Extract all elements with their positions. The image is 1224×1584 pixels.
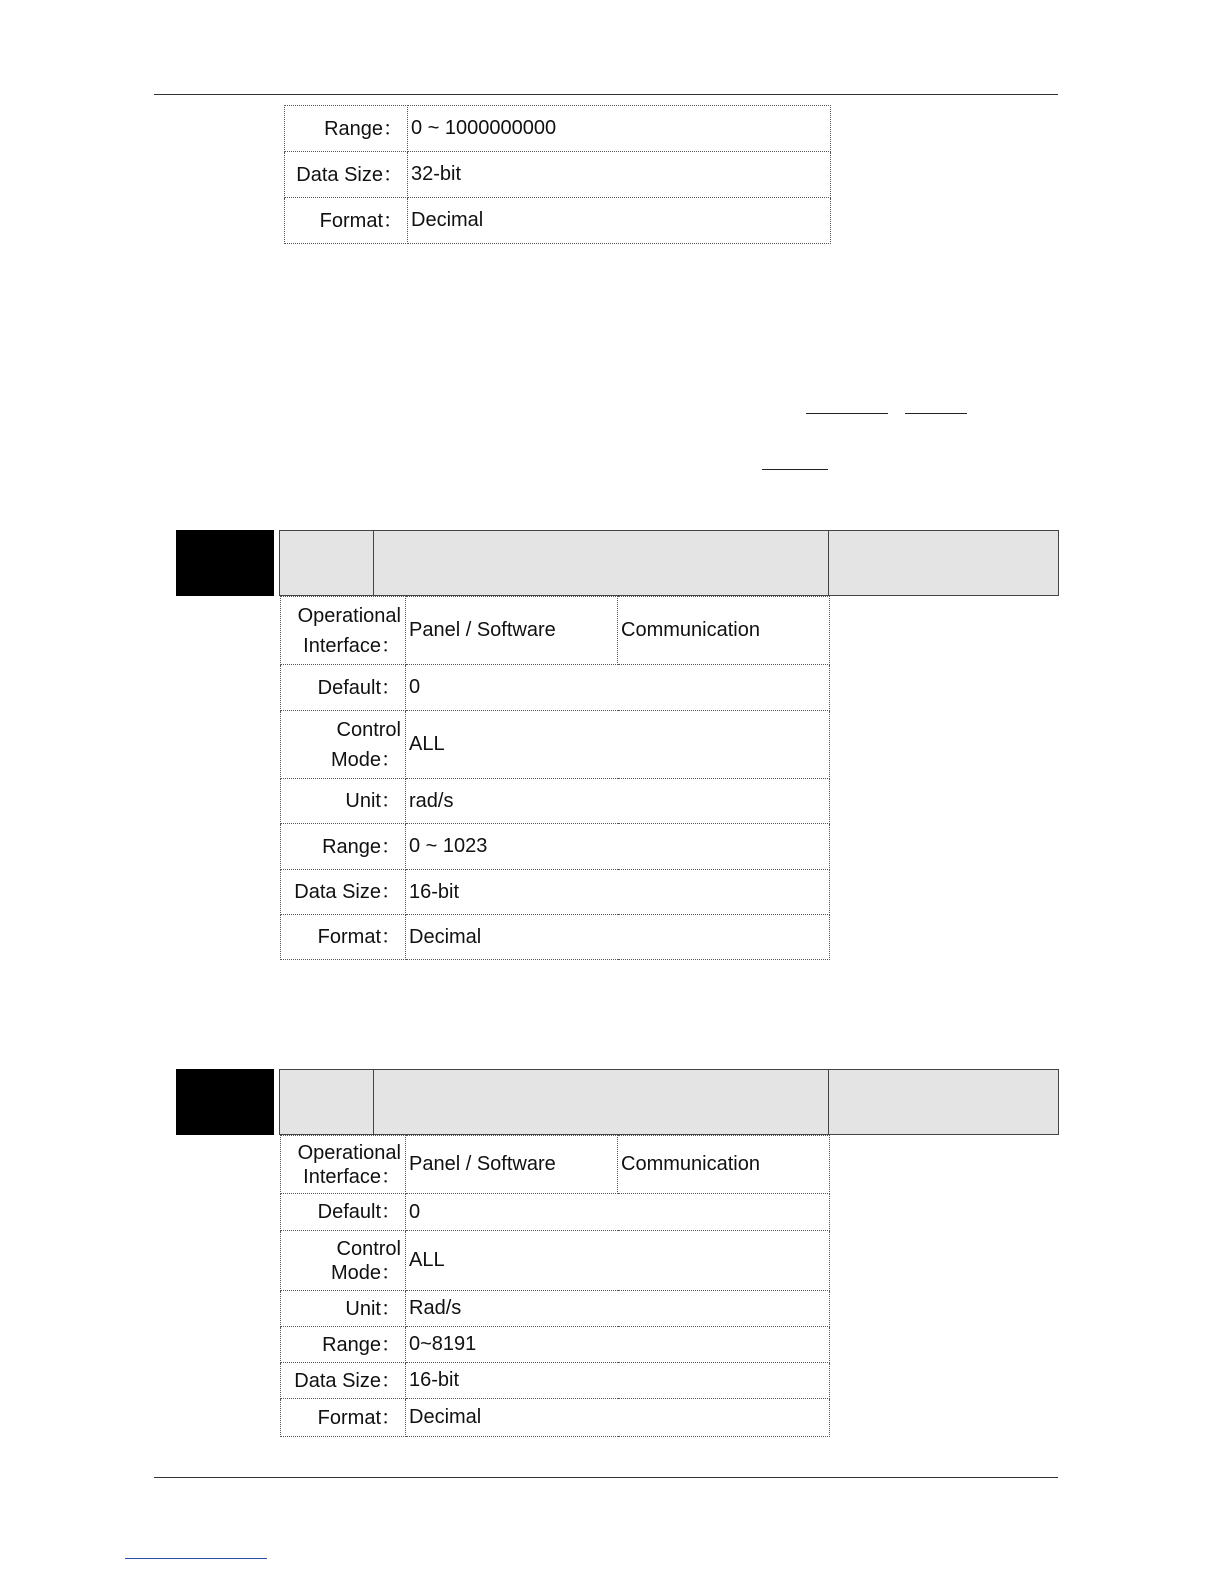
param2-spec-table — [280, 1135, 830, 1437]
operational-interface-label — [281, 597, 406, 665]
table-row — [281, 597, 830, 665]
data-size-value: 32-bit — [408, 152, 831, 198]
label-line-1: Control — [336, 1237, 401, 1260]
unit-value: rad/s — [406, 779, 830, 824]
label-line-1: Operational — [297, 1141, 401, 1164]
default-value: 0 — [406, 665, 830, 711]
interface-communication: Communication — [618, 1136, 830, 1194]
table-row — [281, 870, 830, 915]
label-line-2: Interface： — [303, 1165, 401, 1188]
table-row — [285, 106, 831, 152]
data-size-label: Data Size： — [281, 870, 406, 915]
label-line-2: Mode： — [330, 1261, 401, 1284]
table-row — [285, 152, 831, 198]
default-label: Default： — [281, 1194, 406, 1231]
table-row — [281, 1327, 830, 1363]
table-row — [281, 665, 830, 711]
format-value: Decimal — [406, 1399, 830, 1437]
table-row — [281, 1291, 830, 1327]
table-row — [285, 198, 831, 244]
control-mode-value: ALL — [406, 1231, 830, 1291]
data-size-label: Data Size： — [281, 1363, 406, 1399]
header-rule — [154, 94, 1058, 95]
unit-label: Unit： — [281, 779, 406, 824]
table-row — [281, 915, 830, 960]
range-label: Range： — [285, 106, 408, 152]
label-line-2: Interface： — [303, 634, 401, 657]
table-row — [281, 1136, 830, 1194]
param1-header-cell-1 — [279, 530, 374, 596]
param2-header-cell-1 — [279, 1069, 374, 1135]
underline-mark-2 — [905, 413, 967, 414]
param1-spec-table — [280, 596, 830, 960]
interface-panel-software: Panel / Software — [406, 597, 618, 665]
param1-code-block — [176, 530, 274, 596]
table-row — [281, 711, 830, 779]
data-size-label: Data Size： — [285, 152, 408, 198]
top-spec-table — [284, 105, 831, 244]
underline-mark-3 — [762, 469, 828, 470]
table-row — [281, 1363, 830, 1399]
format-label: Format： — [281, 1399, 406, 1437]
default-value: 0 — [406, 1194, 830, 1231]
operational-interface-label — [281, 1136, 406, 1194]
control-mode-value: ALL — [406, 711, 830, 779]
table-row — [281, 1399, 830, 1437]
range-value: 0 ~ 1000000000 — [408, 106, 831, 152]
default-label: Default： — [281, 665, 406, 711]
param2-header-cell-3 — [828, 1069, 1059, 1135]
range-value: 0 ~ 1023 — [406, 824, 830, 870]
range-value: 0~8191 — [406, 1327, 830, 1363]
data-size-value: 16-bit — [406, 1363, 830, 1399]
underline-mark-1 — [806, 413, 888, 414]
footer-link-underline — [125, 1558, 267, 1559]
format-value: Decimal — [408, 198, 831, 244]
param1-header-cell-3 — [828, 530, 1059, 596]
interface-communication: Communication — [618, 597, 830, 665]
unit-label: Unit： — [281, 1291, 406, 1327]
table-row — [281, 1231, 830, 1291]
format-label: Format： — [285, 198, 408, 244]
control-mode-label — [281, 1231, 406, 1291]
param2-header-cell-2 — [373, 1069, 829, 1135]
control-mode-label — [281, 711, 406, 779]
table-row — [281, 1194, 830, 1231]
label-line-2: Mode： — [330, 748, 401, 771]
interface-panel-software: Panel / Software — [406, 1136, 618, 1194]
range-label: Range： — [281, 824, 406, 870]
label-line-1: Control — [336, 718, 401, 741]
param2-code-block — [176, 1069, 274, 1135]
format-label: Format： — [281, 915, 406, 960]
range-label: Range： — [281, 1327, 406, 1363]
table-row — [281, 779, 830, 824]
data-size-value: 16-bit — [406, 870, 830, 915]
label-line-1: Operational — [297, 604, 401, 627]
unit-value: Rad/s — [406, 1291, 830, 1327]
param1-header-cell-2 — [373, 530, 829, 596]
footer-rule — [154, 1477, 1058, 1478]
format-value: Decimal — [406, 915, 830, 960]
table-row — [281, 824, 830, 870]
